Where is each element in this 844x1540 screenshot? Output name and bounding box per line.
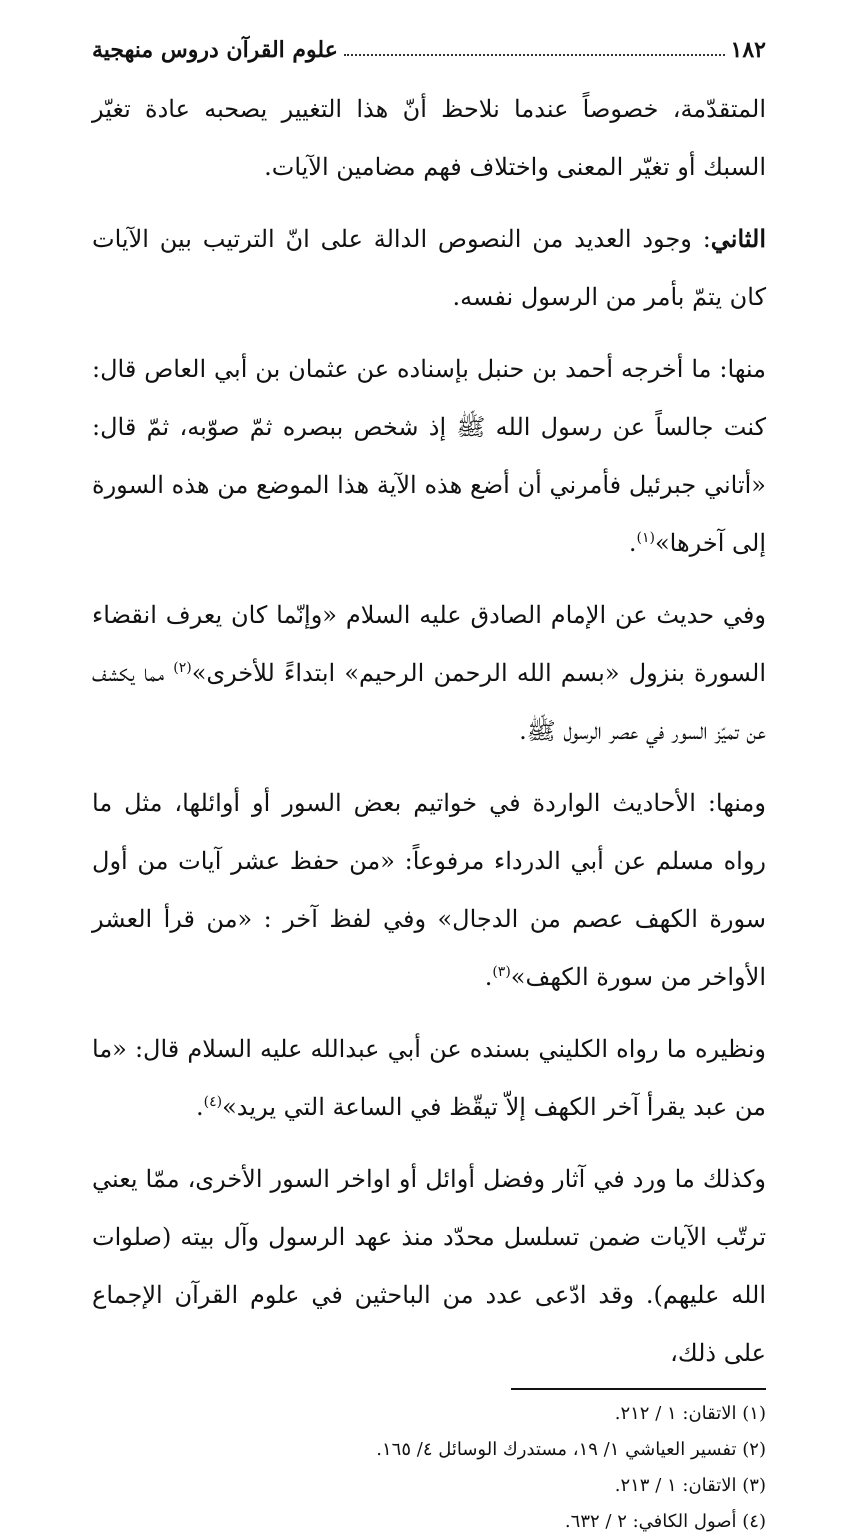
paragraph-3-end: . [628,529,637,557]
paragraph-2 [92,210,766,326]
footnotes [92,1396,766,1540]
paragraph-5 [92,774,766,1006]
paragraph-4-text-b: مما يكشف عن تميّز السور في عصر الرسول ﷺ. [92,659,766,745]
paragraph-1: المتقدّمة، خصوصاً عندما نلاحظ أنّ هذا التغيير يصحبه عادة تغيّر السبك أو تغيّر المعنى واختلاف فهم مضامين الآيات. [92,95,766,181]
paragraph-5-end: . [484,963,493,991]
paragraph-4 [92,586,766,760]
footnote-1: (١) الاتقان: ١ / ٢١٢. [614,1403,766,1424]
paragraph-3-text: منها: ما أخرجه أحمد بن حنبل بإسناده عن عثمان بن أبي العاص قال: كنت جالساً عن رسول الله ﷺ إذ شخص ببصره ثمّ صوّبه، ثمّ قال: «أتاني جبرئيل فأمرني أن أضع هذه الآية هذا الموضع من هذه السورة إلى آخرها» [92,355,766,557]
footnote-ref-2: (٢) [173,660,192,676]
page-number: ١٨٢ [730,37,766,63]
paragraph-6 [92,1020,766,1136]
paragraph-4-text-a: وفي حديث عن الإمام الصادق عليه السلام «وإنّما كان يعرف انقضاء السورة بنزول «بسم الله الرحمن الرحيم» ابتداءً للأخرى» [92,601,766,687]
footnote-3: (٣) الاتقان: ١ / ٢١٣. [614,1475,766,1496]
footnote-ref-3: (٣) [492,964,511,980]
paragraph-2-lead: الثاني [710,224,766,253]
paragraph-3 [92,340,766,572]
paragraph-6-text: ونظيره ما رواه الكليني بسنده عن أبي عبدالله عليه السلام قال: «ما من عبد يقرأ آخر الكهف إلاّ تيقّظ في الساعة التي يريد» [92,1035,766,1121]
header-dot-leader [344,40,725,56]
running-header [92,30,766,70]
footnote-divider [511,1388,766,1390]
footnote-ref-1: (١) [636,530,655,546]
footnote-4: (٤) أصول الكافي: ٢ / ٦٣٢. [564,1511,766,1532]
footnote-2: (٢) تفسير العياشي ١/ ١٩، مستدرك الوسائل ٤/ ١٦٥. [376,1439,766,1460]
paragraph-5-text: ومنها: الأحاديث الواردة في خواتيم بعض السور أو أوائلها، مثل ما رواه مسلم عن أبي الدرداء مرفوعاً: «من حفظ عشر آيات من أول سورة الكهف عصم من الدجال» وفي لفظ آخر : «من قرأ العشر الأواخر من سورة الكهف» [92,789,766,991]
footnote-ref-4: (٤) [203,1094,223,1110]
paragraph-7: وكذلك ما ورد في آثار وفضل أوائل أو اواخر السور الأخرى، ممّا يعني ترتّب الآيات ضمن تسلسل محدّد منذ عهد الرسول وآل بيته (صلوات الله عليهم). وقد ادّعى عدد من الباحثين في علوم القرآن الإجماع على ذلك، [92,1165,766,1367]
running-title: علوم القرآن دروس منهجية [92,37,338,63]
paragraph-2-text: : وجود العديد من النصوص الدالة على انّ الترتيب بين الآيات كان يتمّ بأمر من الرسول نفسه. [92,225,766,311]
paragraph-6-end: . [196,1093,204,1121]
